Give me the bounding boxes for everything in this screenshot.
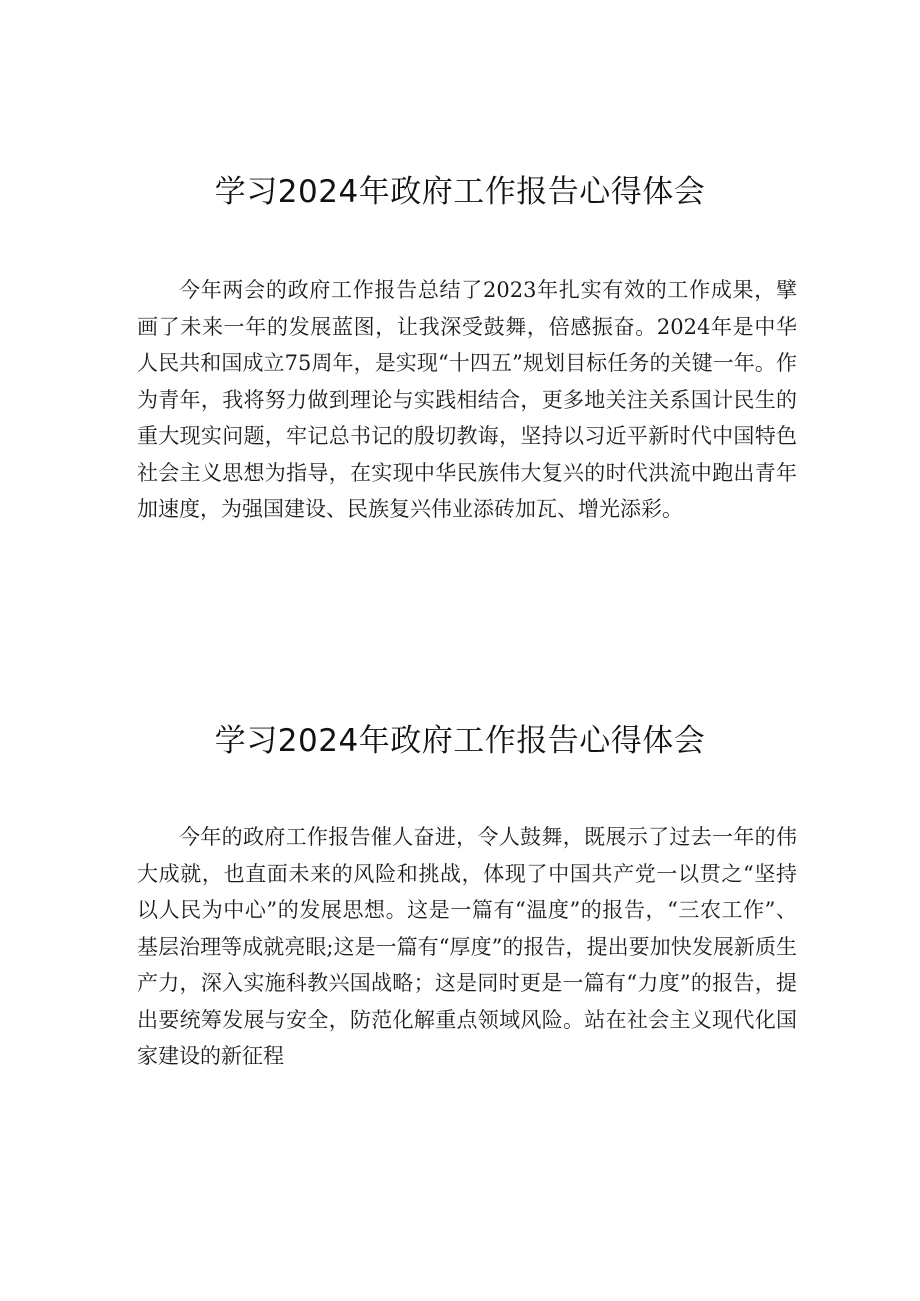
section-1-paragraph: 今年两会的政府工作报告总结了2023年扎实有效的工作成果，擘画了未来一年的发展蓝图，让我深受鼓舞，倍感振奋。2024年是中华人民共和国成立75周年，是实现“十四五”规划目标任务的关键一年。作为青年，我将努力做到理论与实践相结合，更多地关注关系国计民生的重大现实问题，牢记总书记的殷切教诲，坚持以习近平新时代中国特色社会主义思想为指导，在实现中华民族伟大复兴的时代洪流中跑出青年加速度，为强国建设、民族复兴伟业添砖加瓦、增光添彩。 xyxy=(137,278,797,521)
section-2-paragraph: 今年的政府工作报告催人奋进，令人鼓舞，既展示了过去一年的伟大成就，也直面未来的风险和挑战，体现了中国共产党一以贯之“坚持以人民为中心”的发展思想。这是一篇有“温度”的报告，“三农工作”、基层治理等成就亮眼;这是一篇有“厚度”的报告，提出要加快发展新质生产力，深入实施科教兴国战略；这是同时更是一篇有“力度”的报告，提出要统筹发展与安全，防范化解重点领域风险。站在社会主义现代化国家建设的新征程 xyxy=(137,825,797,1068)
section-1-title: 学习2024年政府工作报告心得体会 xyxy=(214,174,706,210)
section-2-title: 学习2024年政府工作报告心得体会 xyxy=(214,723,706,759)
